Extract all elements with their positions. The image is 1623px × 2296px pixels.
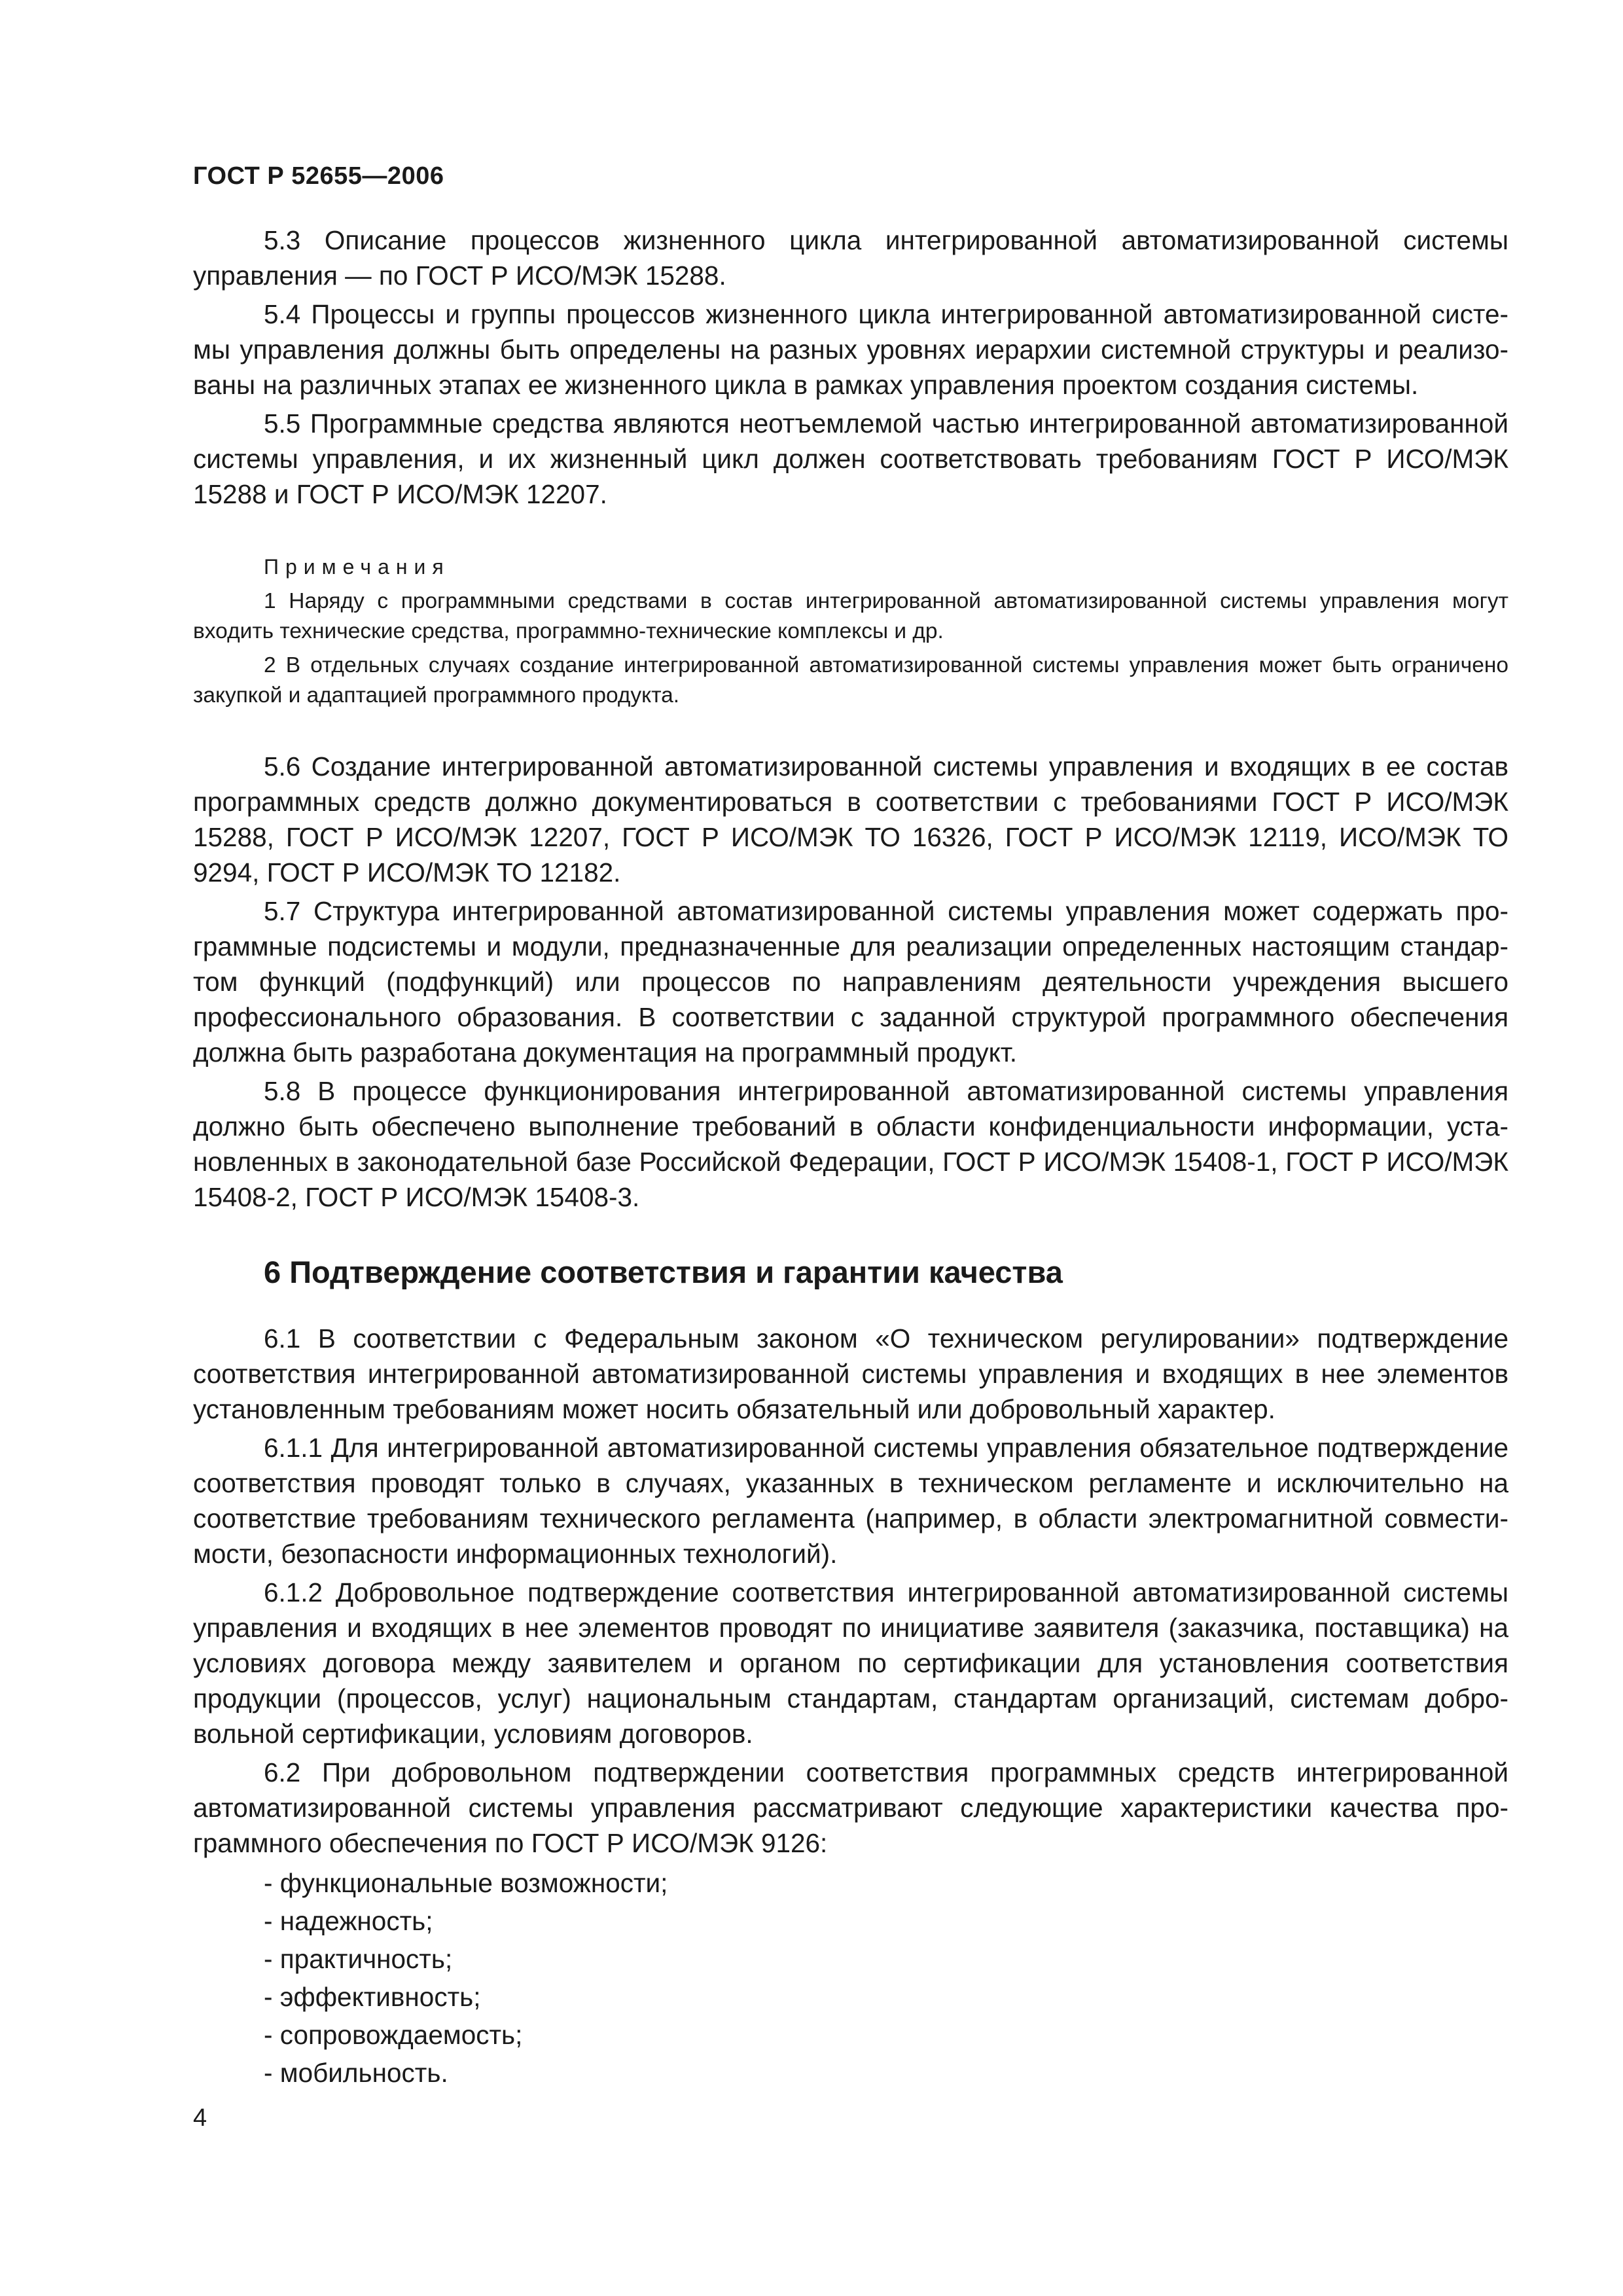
paragraph-5-3: 5.3 Описание процессов жизненного цикла интегрированной автоматизированной системы управления — по ГОСТ Р ИСО/МЭК 15288. [193, 225, 1508, 291]
notes-title: Примечания [264, 555, 450, 579]
page-number: 4 [193, 2104, 207, 2132]
quality-characteristics-list [193, 1864, 1508, 2092]
paragraph-6-1: 6.1 В соответствии с Федеральным законом «О техническом регулировании» подтверждение соответствия интегрированной автоматизированной системы управления и входящих в нее элементов установленным требованиям может носить обязательный или добровольный характер. [193, 1323, 1508, 1424]
section-6-heading: 6 Подтверждение соответствия и гарантии качества [264, 1255, 1063, 1289]
note-item-1: 1 Наряду с программными средствами в состав интегрированной автоматизированной системы управления могут входить технические средства, программно-технические комплексы и др. [193, 589, 1508, 643]
list-item: - практичность; [264, 1944, 453, 1974]
list-item: - функциональные возможности; [264, 1868, 668, 1898]
paragraph-5-5: 5.5 Программные средства являются неотъемлемой частью интегрированной автоматизированной системы управления, и их жизненный цикл должен соответствовать требованиям ГОСТ Р ИСО/МЭК 15288 и ГОСТ Р ИСО/МЭК 12207. [193, 408, 1508, 509]
document-page [193, 0, 1508, 2296]
paragraph-5-4: 5.4 Процессы и группы процессов жизненного цикла интегрированной автоматизированной системы управления должны быть определены на разных уровнях иерархии системной структуры и реализованы на различных этапах ее жизненного цикла в рамках управления проектом создания системы. [193, 299, 1508, 400]
list-item: - надежность; [264, 1906, 433, 1936]
paragraph-5-6: 5.6 Создание интегрированной автоматизированной системы управления и входящих в ее состав программных средств должно документироваться в соответствии с требованиями ГОСТ Р ИСО/МЭК 15288, ГОСТ Р ИСО/МЭК 12207, ГОСТ Р ИСО/МЭК ТО 16326, ГОСТ Р ИСО/МЭК 12119, ИСО/МЭК ТО 9294, ГОСТ Р ИСО/МЭК ТО 12182. [193, 751, 1508, 888]
list-item: - сопровождаемость; [264, 2020, 523, 2050]
standard-header: ГОСТ Р 52655—2006 [193, 162, 444, 190]
note-item-2: 2 В отдельных случаях создание интегрированной автоматизированной системы управления может быть ограничено закупкой и адаптацией программного продукта. [193, 653, 1508, 708]
list-item: - эффективность; [264, 1982, 481, 2012]
document-body [193, 223, 1508, 2092]
notes-block [193, 552, 1508, 711]
paragraph-5-8: 5.8 В процессе функционирования интегрированной автоматизированной системы управления должно быть обеспечено выполнение требований в области конфиденциальности информации, установленных в законодательной базе Российской Федерации, ГОСТ Р ИСО/МЭК 15408-1, ГОСТ Р ИСО/МЭК 15408-2, ГОСТ Р ИСО/МЭК 15408-3. [193, 1076, 1508, 1212]
paragraph-6-2: 6.2 При добровольном подтверждении соответствия программных средств интегрированной автоматизированной системы управления рассматривают следующие характеристики качества программного обеспечения по ГОСТ Р ИСО/МЭК 9126: [193, 1757, 1508, 1858]
list-item: - мобильность. [264, 2058, 448, 2088]
paragraph-6-1-2: 6.1.2 Добровольное подтверждение соответствия интегрированной автоматизированной системы управления и входящих в нее элементов проводят по инициативе заявителя (заказчика, поставщика) на условиях договора между заявителем и органом по сертификации для установления соответствия продукции (процессов, услуг) национальным стандартам, стандартам организаций, системам добровольной сертификации, условиям договоров. [193, 1577, 1508, 1749]
paragraph-6-1-1: 6.1.1 Для интегрированной автоматизированной системы управления обязательное подтверждение соответствия проводят только в случаях, указанных в техническом регламенте и исключительно на соответствие требованиям технического регламента (например, в области электромагнитной совместимости, безопасности информационных технологий). [193, 1433, 1508, 1569]
paragraph-5-7: 5.7 Структура интегрированной автоматизированной системы управления может содержать программные подсистемы и модули, предназначенные для реализации определенных настоящим стандартом функций (подфункций) или процессов по направлениям деятельности учреждения высшего профессионального образования. В соответствии с заданной структурой программного обеспечения должна быть разработана документация на программный продукт. [193, 896, 1508, 1067]
